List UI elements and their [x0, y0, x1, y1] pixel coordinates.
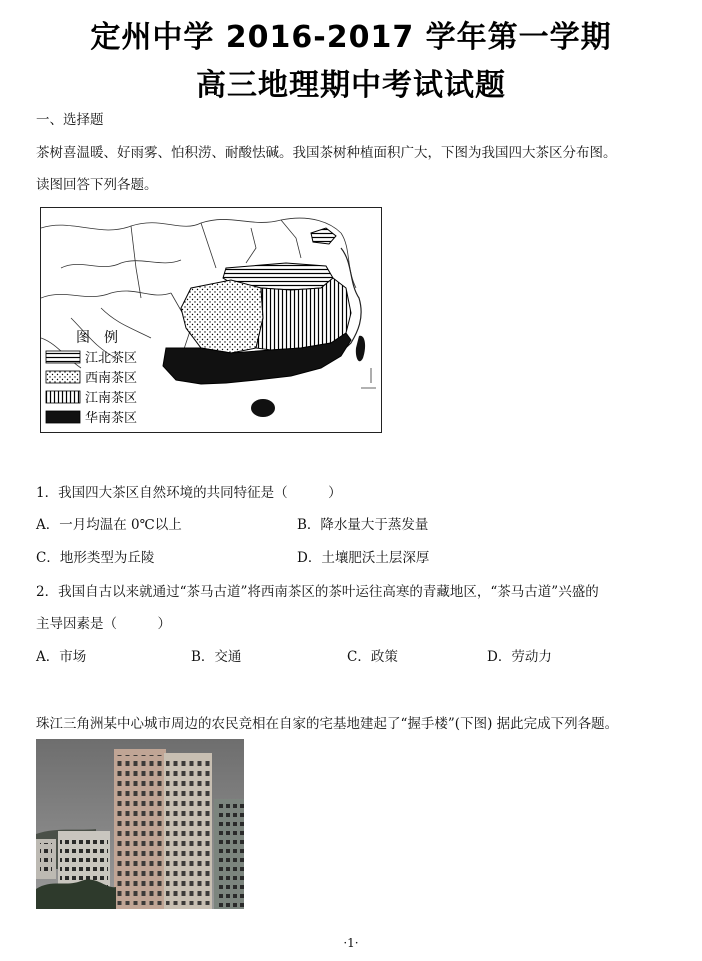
legend-huanan: 华南茶区	[85, 411, 138, 426]
region-hainan	[251, 399, 275, 417]
question-2-option-b: B．交通	[191, 649, 242, 665]
question-2-stem-line2: 主导因素是（ ）	[36, 616, 171, 632]
intro-line-2: 读图回答下列各题。	[36, 177, 158, 193]
map-graphic	[41, 208, 382, 433]
region-taiwan	[356, 336, 365, 361]
region-jiangbei-north	[311, 228, 336, 244]
question-2-option-c: C．政策	[347, 649, 398, 665]
question-1-option-b: B．降水量大于蒸发量	[297, 517, 429, 533]
legend-title: 图 例	[76, 330, 118, 346]
page-number: ·1·	[343, 936, 359, 950]
question-1-stem: 1．我国四大茶区自然环境的共同特征是（ ）	[36, 485, 342, 501]
question-1-option-a: A．一月均温在 0℃以上	[36, 517, 182, 533]
document-title-line2: 高三地理期中考试试题	[196, 68, 506, 103]
tea-region-map	[40, 207, 382, 433]
question-1-option-c: C．地形类型为丘陵	[36, 550, 155, 566]
question-2-option-a: A．市场	[36, 649, 87, 665]
section-heading: 一、选择题	[36, 112, 104, 128]
passage-2-text: 珠江三角洲某中心城市周边的农民竞相在自家的宅基地建起了“握手楼”(下图) 据此完成下列各题。	[36, 716, 619, 732]
question-2-option-d: D．劳动力	[487, 649, 552, 665]
question-2-stem-line1: 2．我国自古以来就通过“茶马古道”将西南茶区的茶叶运往高寒的青藏地区，“茶马古道”兴盛的	[36, 584, 599, 600]
legend-jiangnan: 江南茶区	[85, 391, 138, 406]
region-xinan	[181, 280, 263, 353]
document-title-line1: 定州中学 2016-2017 学年第一学期	[90, 20, 612, 55]
handshake-buildings-photo	[36, 739, 244, 909]
question-1-option-d: D．土壤肥沃土层深厚	[297, 550, 430, 566]
legend-jiangbei: 江北茶区	[85, 351, 138, 366]
intro-line-1: 茶树喜温暖、好雨雾、怕积涝、耐酸怯碱。我国茶树种植面积广大，下图为我国四大茶区分布图。	[36, 145, 617, 161]
legend-xinan: 西南茶区	[85, 371, 138, 386]
map-legend	[46, 330, 137, 426]
